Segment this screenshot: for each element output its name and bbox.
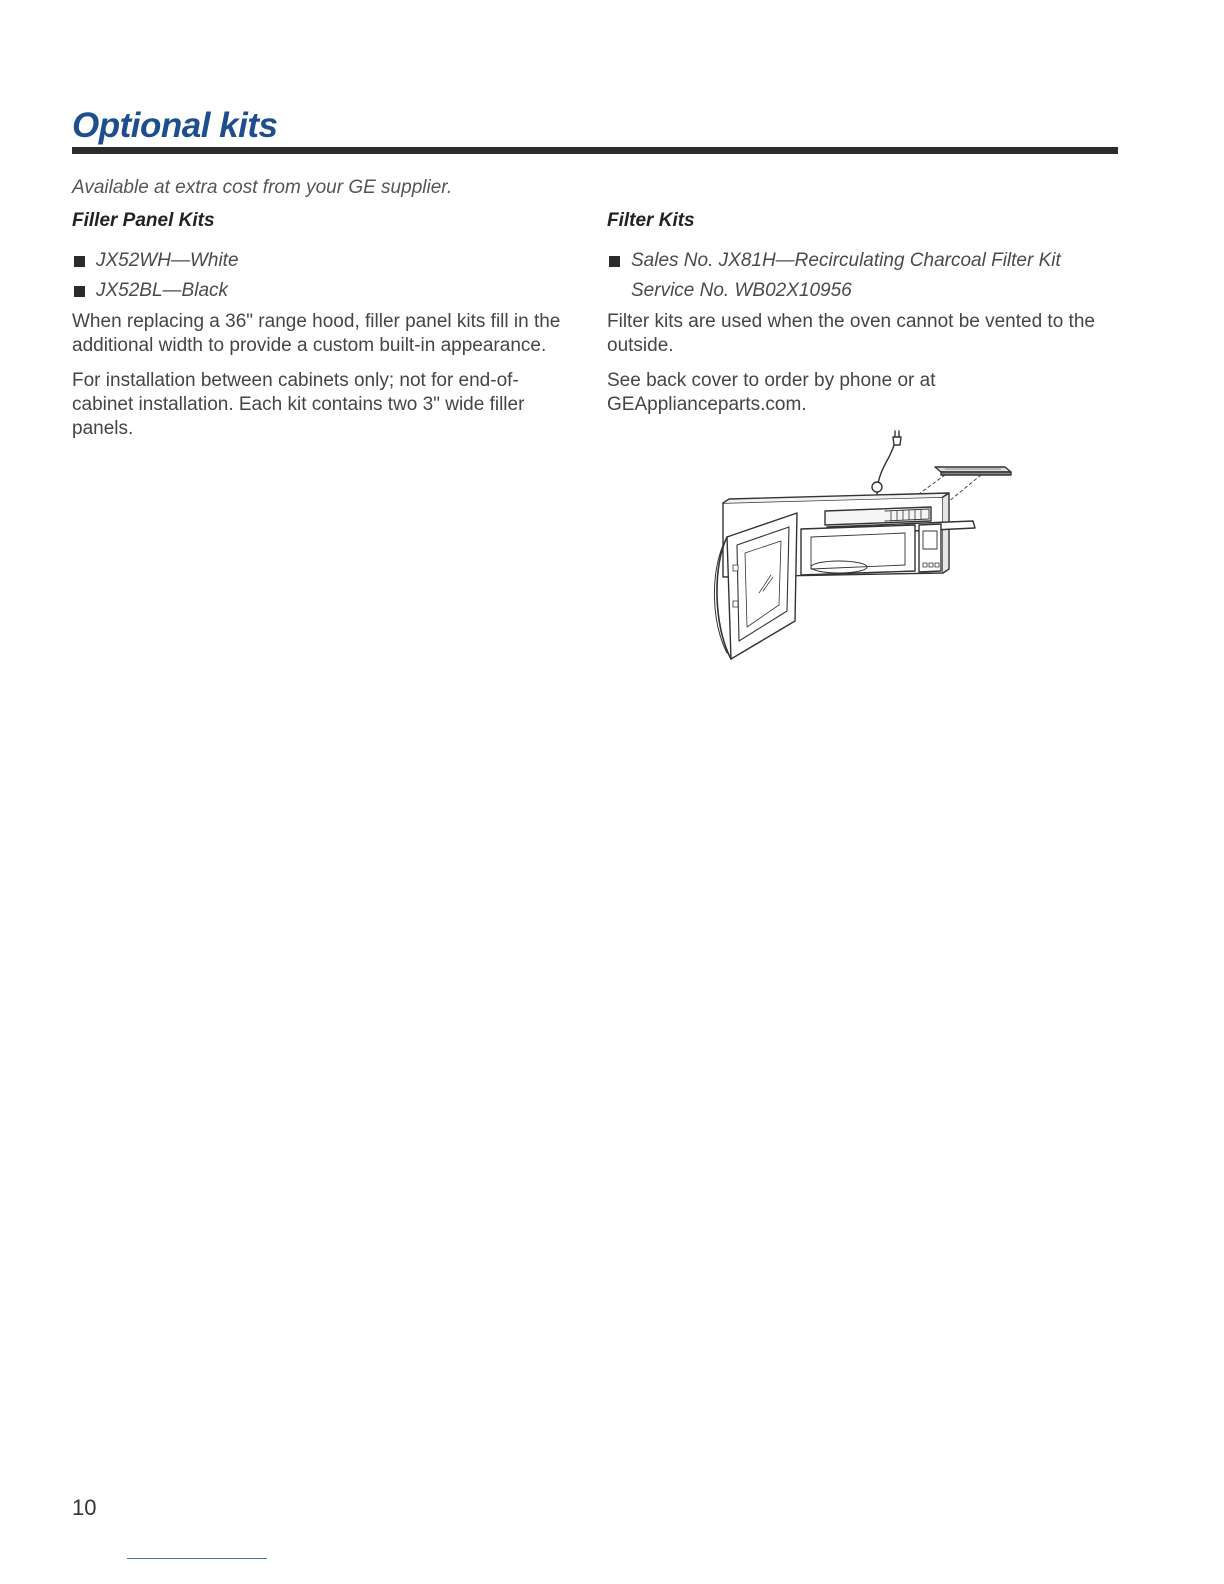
square-bullet-icon xyxy=(74,256,85,267)
filter-kits-section xyxy=(607,208,1107,428)
kit-model-white: JX52WH—White xyxy=(96,250,239,271)
filter-kit-list xyxy=(607,246,1107,306)
microwave-filter-illustration xyxy=(705,425,1015,665)
filler-panel-description: When replacing a 36" range hood, filler panel kits fill in the additional width to provide a custom built-in appearance. xyxy=(72,311,561,356)
intro-text: Available at extra cost from your GE supplier. xyxy=(72,177,453,198)
filler-panel-installation-note: For installation between cabinets only; not for end-of-cabinet installation. Each kit contains two 3" wide filler panels. xyxy=(72,370,525,439)
footer-divider xyxy=(127,1558,267,1559)
square-bullet-icon xyxy=(74,286,85,297)
filter-kit-description: Filter kits are used when the oven cannot be vented to the outside. xyxy=(607,311,1095,356)
list-item xyxy=(72,246,572,276)
title-divider xyxy=(72,147,1118,154)
list-item xyxy=(72,276,572,306)
filler-panel-kits-heading: Filler Panel Kits xyxy=(72,210,215,231)
power-cord-icon xyxy=(872,431,901,495)
page-number: 10 xyxy=(72,1495,97,1520)
charcoal-filter-icon xyxy=(935,467,1011,475)
list-item xyxy=(607,246,1107,306)
square-bullet-icon xyxy=(609,256,620,267)
filler-panel-kits-section xyxy=(72,208,572,452)
filter-service-number: Service No. WB02X10956 xyxy=(631,280,852,301)
filter-kits-heading: Filter Kits xyxy=(607,210,695,231)
filler-panel-kit-list xyxy=(72,246,572,306)
order-info: See back cover to order by phone or at GEApplianceparts.com. xyxy=(607,370,936,415)
kit-model-black: JX52BL—Black xyxy=(96,280,229,301)
page-title: Optional kits xyxy=(72,106,278,145)
filter-sales-number: Sales No. JX81H—Recirculating Charcoal Filter Kit xyxy=(631,250,1061,271)
